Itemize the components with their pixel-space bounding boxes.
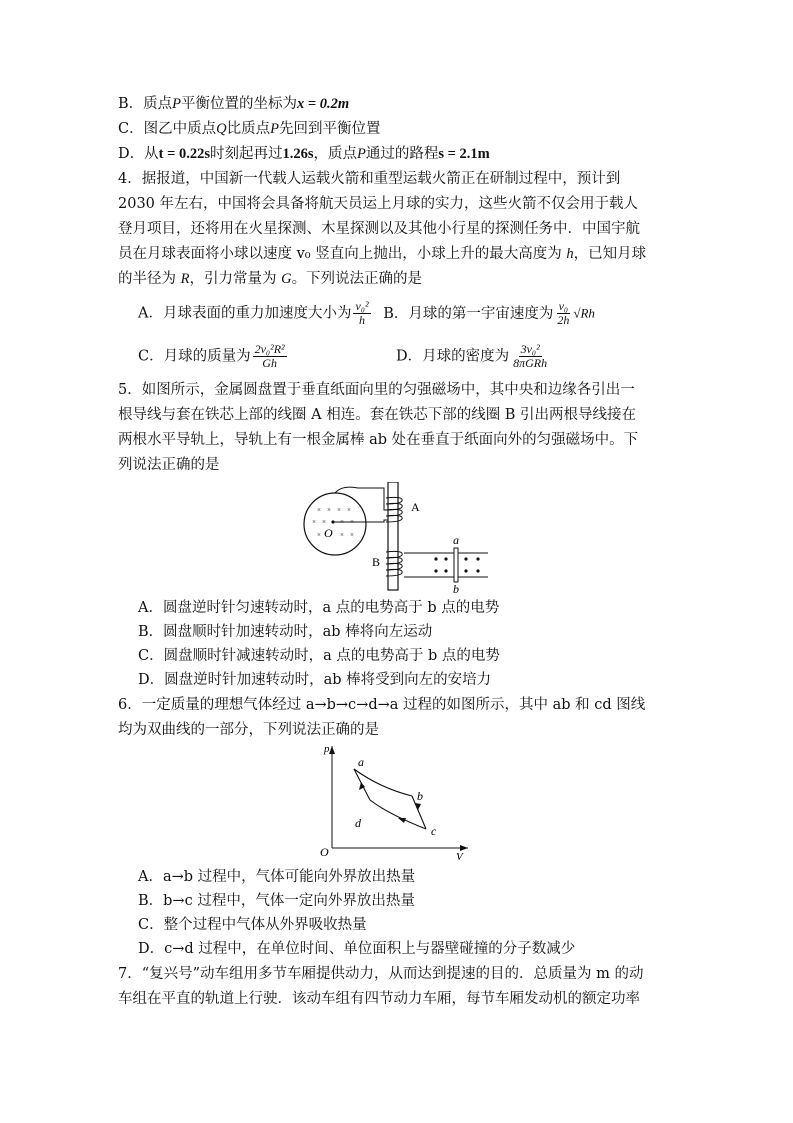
q4-option-c: C．月球的质量为 $\frac{\text{2v₀²R²}}{Gh}$ [138, 342, 285, 370]
q6-stem-line: 6．一定质量的理想气体经过 a→b→c→d→a 过程的如图所示，其中 ab 和 cd 图线 [118, 697, 646, 713]
label-v: V [456, 851, 463, 862]
lead-wire-edge [335, 487, 392, 510]
q6-pv-diagram [318, 740, 478, 862]
arrow-cd [398, 818, 406, 823]
q5-option-c: C．圆盘顺时针减速转动时，a 点的电势高于 b 点的电势 [138, 648, 500, 664]
q3-option-d: D．从t = 0.22s时刻起再过1.26s，质点P通过的路程s = 2.1m [118, 146, 490, 162]
q4-stem-line: 4．据报道，中国新一代载人运载火箭和重型运载火箭正在研制过程中，预计到 [118, 171, 621, 187]
q5-option-a: A．圆盘逆时针匀速转动时，a 点的电势高于 b 点的电势 [138, 600, 500, 616]
q4-stem-line: 的半径为 R，引力常量为 G。下列说法正确的是 [118, 271, 423, 287]
q3-option-b: B．质点P平衡位置的坐标为x = 0.2m [118, 96, 350, 112]
svg-text:×: × [347, 506, 351, 514]
q6-option-d: D．c→d 过程中，在单位时间、单位面积上与器壁碰撞的分子数减少 [138, 941, 576, 957]
label-coil-b: B [372, 555, 381, 569]
label-a: a [358, 755, 364, 769]
q4-option-d: D．月球的密度为 $\frac{\text{3v₀²}}{\text{8πGRh}}$ [396, 342, 548, 370]
q6-option-b: B．b→c 过程中，气体一定向外界放出热量 [138, 893, 415, 909]
q4-fraction-d: $\frac{\text{3v₀²}}{\text{8πGRh}}$ [513, 342, 548, 370]
label-c: c [431, 824, 437, 838]
svg-text:×: × [322, 518, 326, 526]
svg-text:×: × [350, 518, 354, 526]
q6-stem-line: 均为双曲线的一部分，下列说法正确的是 [118, 722, 379, 738]
svg-text:×: × [312, 518, 316, 526]
label-d: d [355, 816, 361, 830]
q4-fraction-b: $\frac{\text{v₀}}{2h}$ [557, 299, 570, 327]
svg-text:×: × [340, 518, 344, 526]
label-p: p [324, 743, 330, 755]
q4-options-ab: A．月球表面的重力加速度大小为 $\frac{\text{v₀²}}{h}$ B．月球的第一宇宙速度为 $\frac{\text{v₀}}{2h}$ √Rh [138, 299, 595, 327]
iron-core [388, 482, 398, 590]
q5-stem-line: 两根水平导轨上，导轨上有一根金属棒 ab 处在垂直于纸面向外的匀强磁场中。下 [118, 432, 639, 448]
label-b: b [417, 789, 423, 803]
svg-text:×: × [340, 531, 344, 539]
q4-fraction-c: $\frac{\text{2v₀²R²}}{Gh}$ [254, 342, 285, 370]
svg-text:×: × [317, 531, 321, 539]
q5-figure-disk-coils-rails [300, 482, 500, 594]
svg-text:×: × [317, 506, 321, 514]
q5-stem-line: 根导线与套在铁芯上部的线圈 A 相连。套在铁芯下部的线圈 B 引出两根导线接在 [118, 407, 637, 423]
svg-text:×: × [327, 506, 331, 514]
q4-stem-line: 员在月球表面将小球以速度 v₀ 竖直向上抛出，小球上升的最大高度为 h，已知月球 [118, 246, 647, 262]
curve-ab [354, 769, 412, 796]
label-origin: O [320, 845, 329, 859]
q6-option-a: A．a→b 过程中，气体可能向外界放出热量 [138, 869, 416, 885]
svg-text:×: × [350, 531, 354, 539]
q7-stem-line: 车组在平直的轨道上行驶．该动车组有四节动力车厢，每节车厢发动机的额定功率 [118, 991, 640, 1007]
label-b: b [453, 582, 459, 594]
q5-option-d: D．圆盘逆时针加速转动时，ab 棒将受到向左的安培力 [138, 672, 492, 688]
q4-stem-line: 登月项目，还将用在火星探测、木星探测以及其他小行星的探测任务中．中国宇航 [118, 221, 640, 237]
q5-stem-line: 列说法正确的是 [118, 457, 220, 473]
q3-option-c: C．图乙中质点Q比质点P先回到平衡位置 [118, 121, 381, 137]
q6-option-c: C．整个过程中气体从外界吸收热量 [138, 917, 367, 933]
label-coil-a: A [411, 500, 420, 514]
metal-rod-ab [454, 548, 458, 582]
q4-stem-line: 2030 年左右，中国将会具备将航天员运上月球的实力，这些火箭不仅会用于载人 [118, 196, 639, 212]
q7-stem-line: 7．“复兴号”动车组用多节车厢提供动力，从而达到提速的目的．总质量为 m 的动 [118, 966, 644, 982]
svg-text:×: × [337, 506, 341, 514]
label-a: a [453, 533, 459, 547]
q5-option-b: B．圆盘顺时针加速转动时，ab 棒将向左运动 [138, 624, 433, 640]
label-o: O [324, 526, 333, 540]
q5-stem-line: 5．如图所示，金属圆盘置于垂直纸面向里的匀强磁场中，其中央和边缘各引出一 [118, 382, 635, 398]
q4-fraction-a: $\frac{\text{v₀²}}{h}$ [355, 299, 369, 327]
